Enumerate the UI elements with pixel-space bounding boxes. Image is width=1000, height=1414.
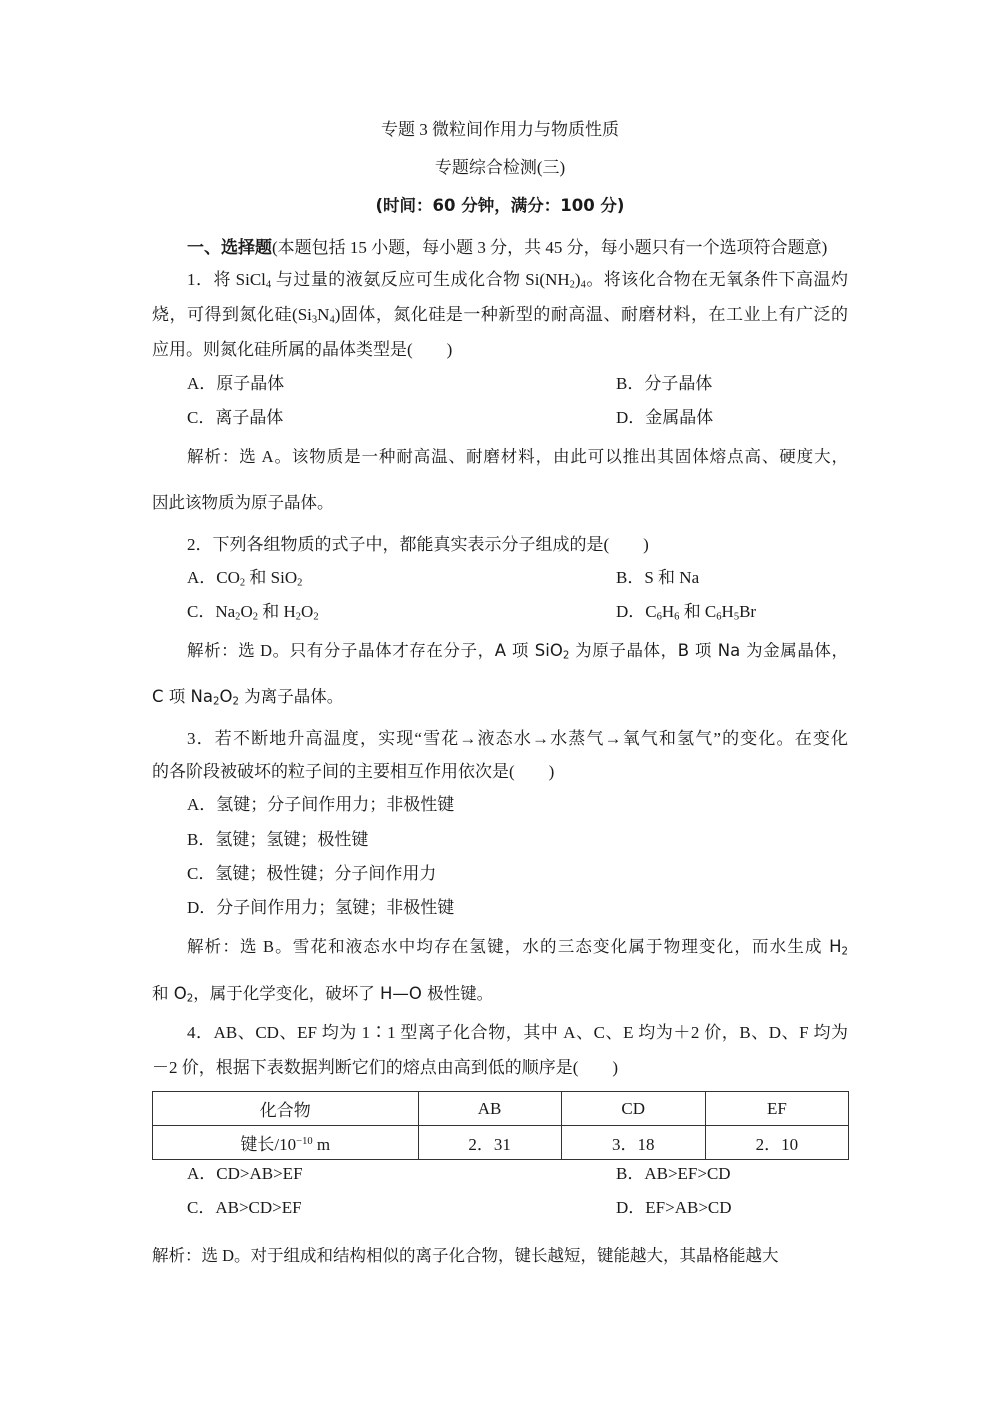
option-c[interactable]: C．氢键；极性键；分子间作用力 — [187, 864, 437, 883]
analysis-line: 对于组成和结构相似的离子化合物，键长越短，键能越大，其晶格能越大 — [250, 1246, 779, 1265]
option-a[interactable]: A．CD>AB>EF — [187, 1164, 303, 1183]
question-text: 的各阶段被破坏的粒子间的主要相互作用依次是( ) — [152, 762, 555, 781]
option-b[interactable]: B．AB>EF>CD — [616, 1164, 731, 1183]
table-row — [153, 1126, 849, 1160]
analysis-line: 该物质是一种耐高温、耐磨材料，由此可以推出其固体熔点高、硬度大， — [291, 447, 848, 466]
table-header-cell: EF — [705, 1092, 848, 1126]
analysis-text — [187, 446, 848, 468]
question-text: 烧，可得到氮化硅$(Si_3N_4)$固体，氮化硅是一种新型的耐高温、耐磨材料，在工业上有广泛的 — [152, 305, 848, 326]
option-a[interactable]: A．原子晶体 — [187, 374, 285, 393]
analysis-text: C 项 $Na_2O_2$ 为离子晶体。 — [152, 687, 344, 708]
analysis-line: 雪花和液态水中均存在氢键，水的三态变化属于物理变化，而水生成 $H_2$ — [292, 937, 848, 958]
question-text: 4．AB、CD、EF 均为 1∶1 型离子化合物，其中 A、C、E 均为＋2 价，B、D、F 均为 — [187, 1023, 848, 1042]
option-d[interactable]: D．$C_6H_6$ 和 $C_6H_5Br$ — [616, 602, 757, 623]
table-header-cell: 化合物 — [153, 1092, 419, 1126]
option-d[interactable]: D．金属晶体 — [616, 408, 714, 427]
bond-length-table — [152, 1091, 849, 1160]
option-b[interactable]: B．氢键；氢键；极性键 — [187, 830, 369, 849]
analysis-text: 因此该物质为原子晶体。 — [152, 493, 334, 512]
option-b[interactable]: B．分子晶体 — [616, 374, 713, 393]
question-text: 应用。则氮化硅所属的晶体类型是( ) — [152, 340, 453, 359]
question-text: 2．下列各组物质的式子中，都能真实表示分子组成的是( ) — [187, 535, 649, 554]
analysis-line: 只有分子晶体才存在分子，A 项 SiO$_2$ 为原子晶体，B 项 Na 为金属晶体， — [289, 641, 849, 662]
option-c[interactable]: C．AB>CD>EF — [187, 1198, 302, 1217]
analysis-text: 和 $O_2$，属于化学变化，破坏了 H—O 极性键。 — [152, 984, 494, 1005]
section-heading-label: 一、选择题 — [187, 238, 272, 258]
table-header-cell: AB — [418, 1092, 561, 1126]
option-a[interactable]: A．$CO_2$ 和 SiO$_2$ — [187, 568, 303, 589]
table-header-cell: CD — [561, 1092, 705, 1126]
exam-meta: (时间：60 分钟，满分：100 分) — [375, 196, 625, 215]
table-header-row — [153, 1092, 849, 1126]
table-cell: 2．31 — [418, 1126, 561, 1160]
option-d[interactable]: D．EF>AB>CD — [616, 1198, 732, 1217]
table-row-label: 键长$/10^{-10}$ m — [153, 1126, 419, 1160]
table-cell: 3．18 — [561, 1126, 705, 1160]
option-c[interactable]: C．离子晶体 — [187, 408, 284, 427]
option-a[interactable]: A．氢键；分子间作用力；非极性键 — [187, 795, 455, 814]
analysis-label: 解析：选 D。 — [187, 641, 290, 660]
table-cell: 2．10 — [705, 1126, 848, 1160]
document-subtitle: 专题综合检测(三) — [434, 158, 566, 177]
analysis-label: 解析：选 D。 — [152, 1246, 251, 1265]
question-text: －2 价，根据下表数据判断它们的熔点由高到低的顺序是( ) — [152, 1058, 619, 1077]
analysis-text — [187, 936, 848, 958]
option-d[interactable]: D．分子间作用力；氢键；非极性键 — [187, 898, 455, 917]
question-text: 1．将 SiCl$_4$ 与过量的液氨反应可生成化合物 $Si(NH_2)_4$。将该化合物在无氧条件下高温灼 — [187, 270, 848, 291]
section-heading-note: (本题包括 15 小题，每小题 3 分，共 45 分，每小题只有一个选项符合题意) — [272, 238, 828, 257]
analysis-text — [187, 640, 848, 662]
question-text: 3．若不断地升高温度，实现“雪花→液态水→水蒸气→氧气和氢气”的变化。在变化 — [187, 729, 848, 748]
section-heading — [187, 237, 849, 259]
option-b[interactable]: B．S 和 Na — [616, 568, 700, 587]
analysis-label: 解析：选 A。 — [187, 447, 292, 466]
document-title: 专题 3 微粒间作用力与物质性质 — [381, 120, 619, 139]
analysis-text — [152, 1245, 848, 1267]
option-c[interactable]: C．$Na_2O_2$ 和 $H_2O_2$ — [187, 602, 319, 623]
analysis-label: 解析：选 B。 — [187, 937, 293, 956]
